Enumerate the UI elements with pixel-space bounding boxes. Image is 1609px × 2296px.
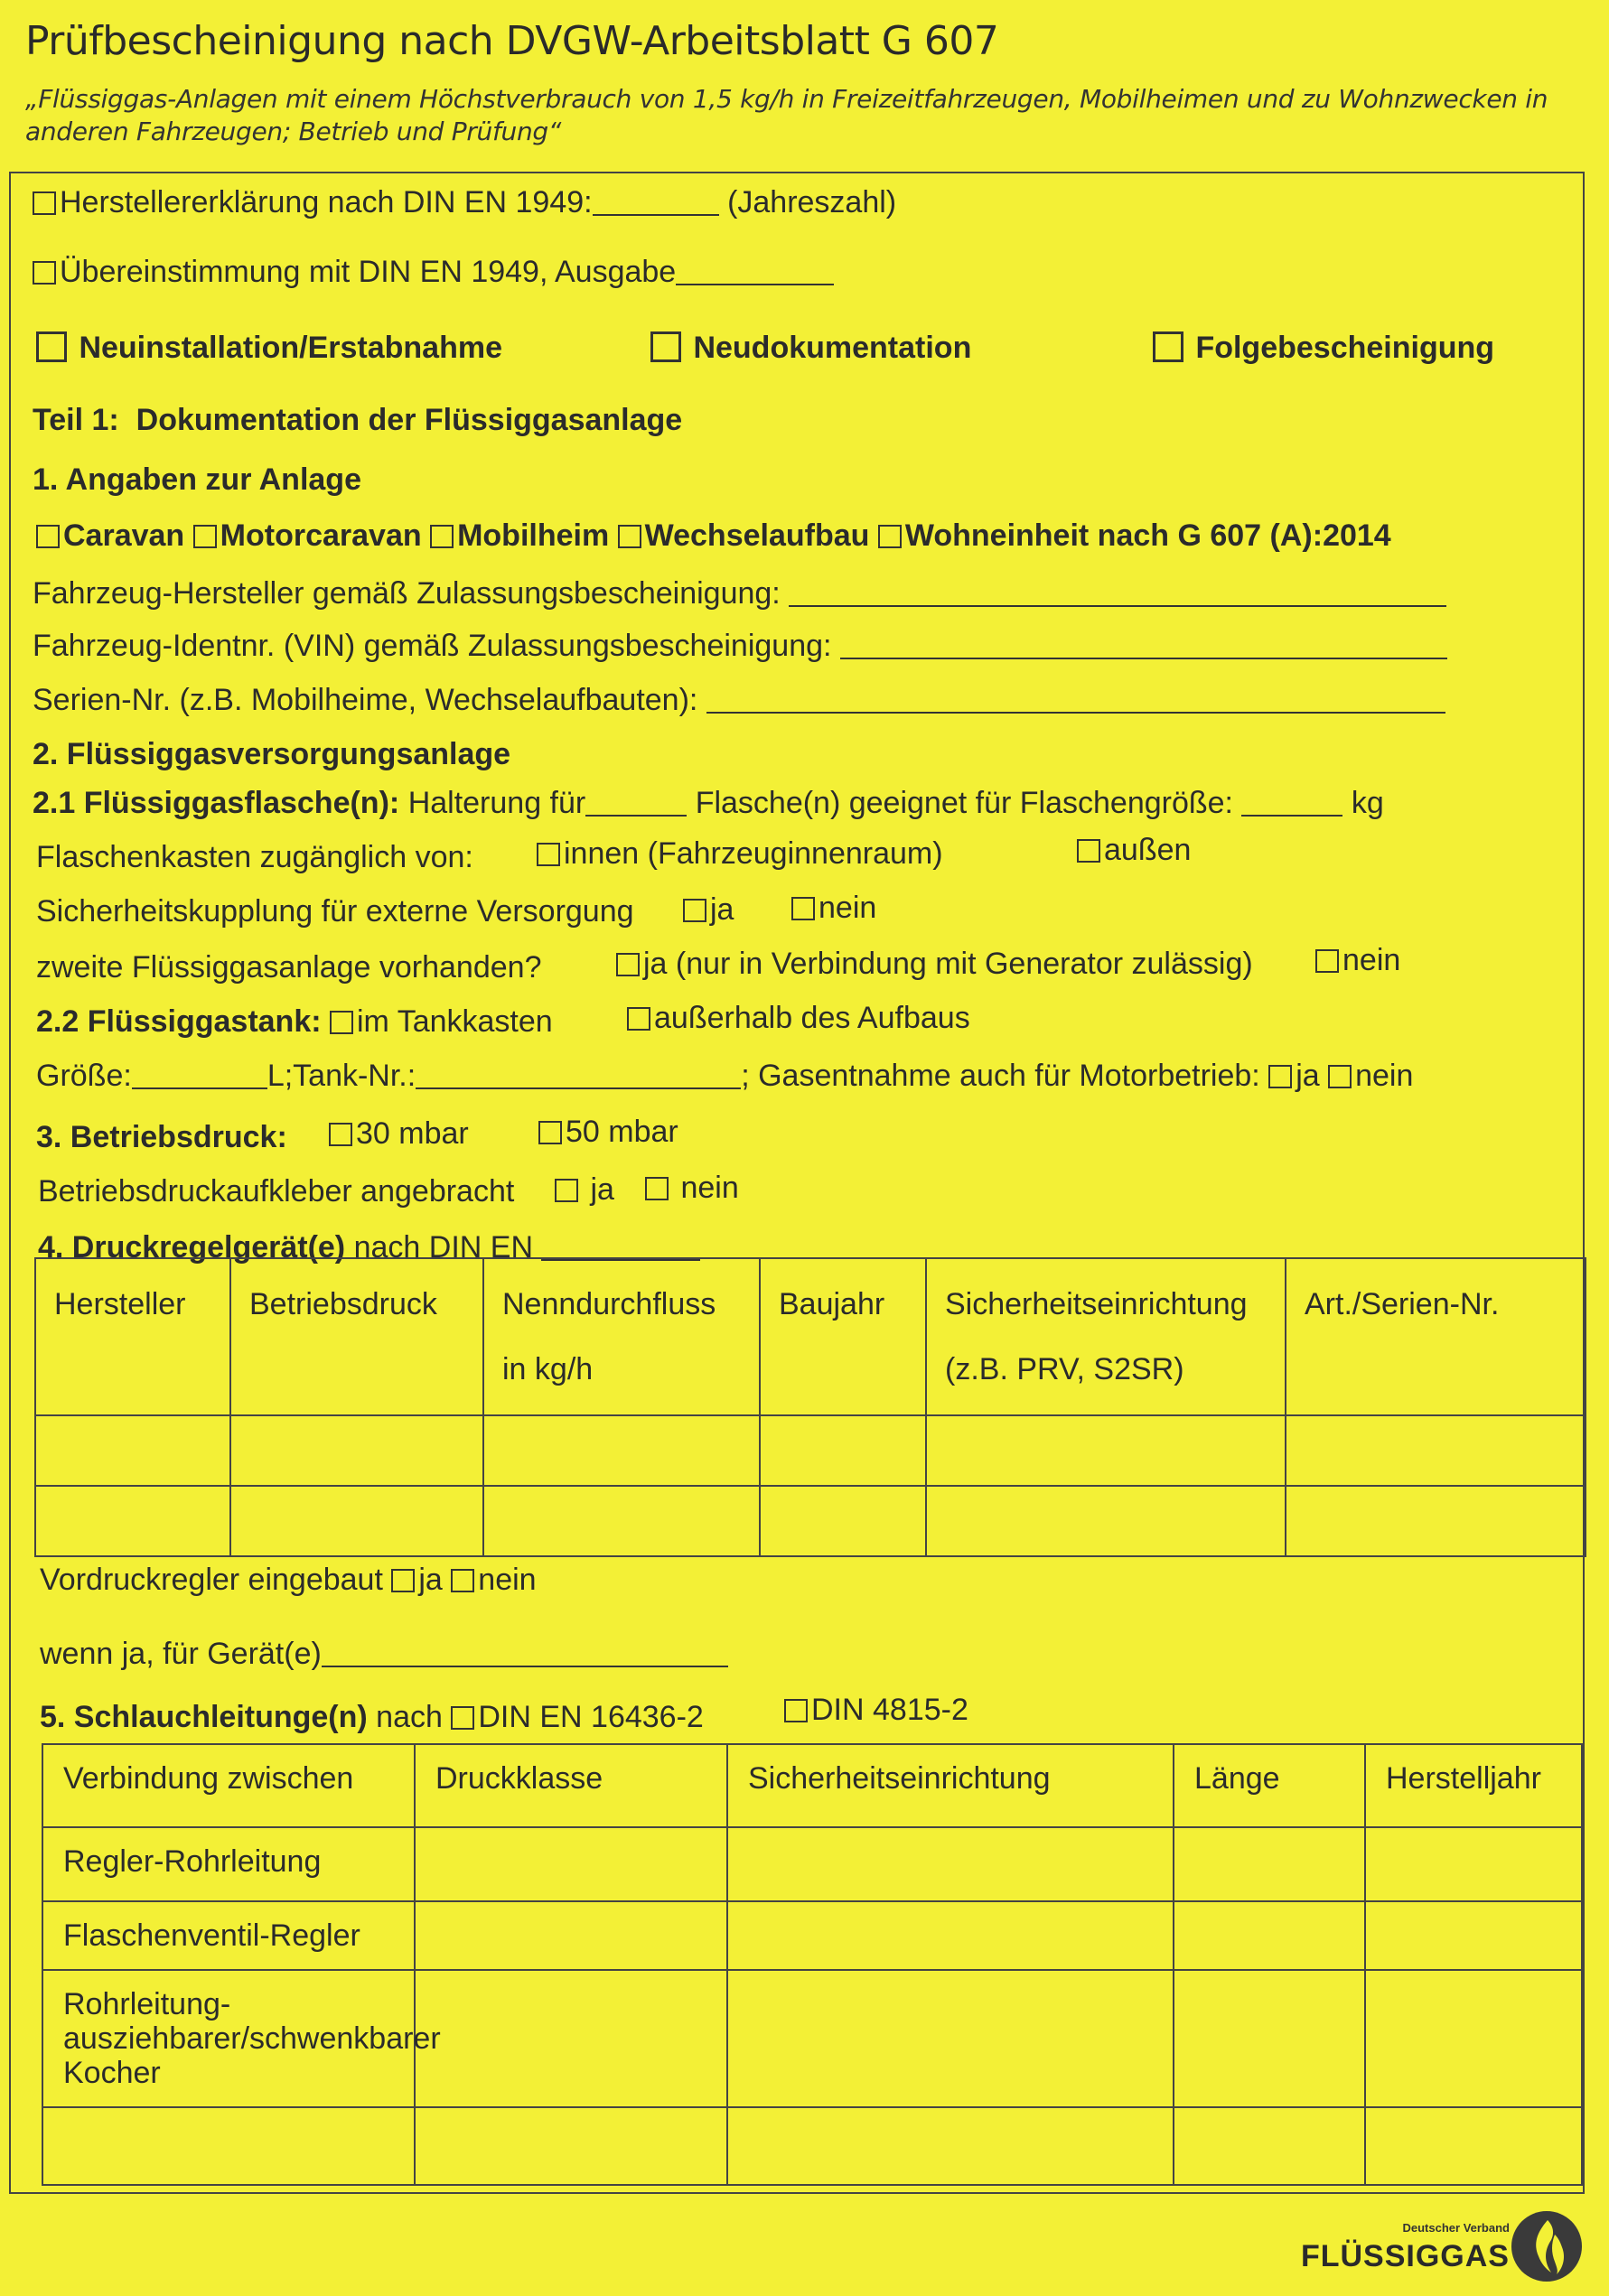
mobilheim-checkbox[interactable] (430, 525, 454, 548)
aufkleber-nein-label: nein (680, 1171, 739, 1205)
groesse-field[interactable] (132, 1064, 267, 1089)
teil1-title: Dokumentation der Flüssiggasanlage (136, 403, 683, 437)
table-cell[interactable] (926, 1486, 1286, 1556)
druckregelgeraet-table (34, 1257, 1586, 1557)
ausserhalb-option (627, 1001, 970, 1036)
neuinstallation-checkbox[interactable] (36, 331, 67, 362)
table-row (42, 1827, 1582, 1901)
halterung-field[interactable] (585, 791, 687, 817)
column-header: Sicherheitseinrichtung (727, 1744, 1174, 1827)
table-cell[interactable] (483, 1415, 760, 1486)
s21-label: 2.1 Flüssiggasflasche(n): (33, 786, 400, 820)
table-row (35, 1486, 1586, 1556)
table-cell[interactable] (760, 1486, 926, 1556)
column-header: Druckklasse (415, 1744, 727, 1827)
table-header-row (35, 1258, 1586, 1415)
folgebescheinigung-option (1153, 331, 1494, 366)
table-cell[interactable] (483, 1486, 760, 1556)
table-cell[interactable] (230, 1486, 483, 1556)
row-label (42, 2107, 415, 2185)
page-title: Prüfbescheinigung nach DVGW-Arbeitsblatt G 607 (25, 18, 999, 64)
mbar30-label: 30 mbar (356, 1116, 469, 1151)
row-label: Regler-Rohrleitung (42, 1827, 415, 1901)
table-header-row (42, 1744, 1582, 1827)
motorcaravan-checkbox[interactable] (193, 525, 217, 548)
mbar50-option (538, 1115, 678, 1150)
ausgabe-field[interactable] (676, 260, 834, 285)
neuinstallation-option (36, 331, 502, 366)
table-row (42, 2107, 1582, 2185)
s5-nach-label: nach (376, 1700, 443, 1734)
aussen-checkbox[interactable] (1077, 839, 1100, 863)
neudokumentation-label: Neudokumentation (693, 331, 972, 365)
table-cell[interactable] (35, 1486, 230, 1556)
gasentnahme-ja-checkbox[interactable] (1268, 1065, 1292, 1088)
vordruck-ja-label: ja (418, 1563, 443, 1597)
table-cell[interactable] (1286, 1486, 1586, 1556)
ausserhalb-checkbox[interactable] (627, 1007, 650, 1031)
din-16436-checkbox[interactable] (451, 1706, 474, 1730)
wechselaufbau-checkbox[interactable] (618, 525, 641, 548)
table-cell[interactable] (415, 2107, 727, 2185)
gasentnahme-label: ; Gasentnahme auch für Motorbetrieb: (741, 1059, 1260, 1093)
herstellererklaerung-checkbox[interactable] (33, 191, 56, 215)
neudokumentation-checkbox[interactable] (650, 331, 681, 362)
zweite-anlage-label: zweite Flüssiggasanlage vorhanden? (36, 950, 542, 985)
wenn-ja-row (40, 1637, 728, 1672)
zweite-ja-label: ja (nur in Verbindung mit Generator zulässig) (643, 947, 1253, 981)
table-cell[interactable] (1174, 1901, 1365, 1970)
mbar30-option (329, 1116, 469, 1152)
mbar50-label: 50 mbar (566, 1115, 678, 1149)
table-cell[interactable] (760, 1415, 926, 1486)
mbar30-checkbox[interactable] (329, 1123, 352, 1146)
table-cell[interactable] (230, 1415, 483, 1486)
table-cell[interactable] (727, 1901, 1174, 1970)
table-cell[interactable] (35, 1415, 230, 1486)
section-4-heading: 4. Druckregelgerät(e) (38, 1230, 346, 1265)
table-cell[interactable] (415, 1901, 727, 1970)
gasentnahme-nein-label: nein (1355, 1059, 1414, 1093)
flame-icon (1511, 2211, 1582, 2282)
uebereinstimmung-row (33, 255, 834, 290)
hersteller-row (33, 576, 1446, 611)
halterung-label: Halterung für (407, 786, 586, 820)
table-row (42, 1970, 1582, 2107)
tankkasten-checkbox[interactable] (330, 1011, 353, 1034)
betriebsdruck-row (36, 1120, 287, 1155)
column-header: Baujahr (760, 1258, 926, 1415)
jahreszahl-field[interactable] (593, 191, 719, 216)
zweite-nein-option (1315, 943, 1400, 978)
vordruck-nein-label: nein (478, 1563, 537, 1597)
wohneinheit-label: Wohneinheit nach G 607 (A):2014 (904, 518, 1391, 553)
table-cell[interactable] (1174, 1827, 1365, 1901)
folgebescheinigung-checkbox[interactable] (1153, 331, 1183, 362)
zweite-ja-checkbox[interactable] (616, 953, 640, 976)
kupplung-nein-label: nein (819, 891, 877, 925)
innen-option (537, 836, 943, 872)
column-header: Betriebsdruck (230, 1258, 483, 1415)
s22-label: 2.2 Flüssiggastank: (36, 1004, 322, 1039)
aufkleber-nein-option (645, 1171, 739, 1206)
kupplung-nein-option (791, 891, 876, 926)
table-cell[interactable] (727, 2107, 1174, 2185)
vin-label: Fahrzeug-Identnr. (VIN) gemäß Zulassungsbescheinigung: (33, 629, 832, 663)
column-header: Sicherheitseinrichtung (z.B. PRV, S2SR) (926, 1258, 1286, 1415)
logo-subtitle: Deutscher Verband (1402, 2221, 1510, 2235)
table-cell[interactable] (727, 1970, 1174, 2107)
aufkleber-nein-checkbox[interactable] (645, 1177, 669, 1200)
mbar50-checkbox[interactable] (538, 1121, 562, 1144)
table-cell[interactable] (1365, 2107, 1582, 2185)
section-2-heading: 2. Flüssiggasversorgungsanlage (33, 737, 511, 771)
tank-nr-field[interactable] (416, 1064, 741, 1089)
vordruck-ja-checkbox[interactable] (391, 1569, 415, 1592)
groesse-row (36, 1059, 1413, 1094)
aussen-option (1077, 833, 1191, 868)
herstellererklaerung-label: Herstellererklärung nach DIN EN 1949: (60, 185, 593, 219)
din-4815-option (784, 1693, 968, 1728)
aufkleber-ja-option (555, 1172, 614, 1208)
tankkasten-label: im Tankkasten (357, 1004, 553, 1039)
flaschengroesse-field[interactable] (1241, 791, 1342, 817)
caravan-label: Caravan (63, 518, 185, 553)
section-5-heading: 5. Schlauchleitunge(n) (40, 1700, 368, 1734)
page-subtitle: „Flüssiggas-Anlagen mit einem Höchstverbrauch von 1,5 kg/h in Freizeitfahrzeugen, Mobilheimen und zu Wohnzwecken in anderen Fahrzeugen; Betrieb und Prüfung“ (25, 84, 1548, 146)
table-cell[interactable] (415, 1970, 727, 2107)
jahreszahl-label: (Jahreszahl) (727, 185, 897, 219)
innen-label: innen (Fahrzeuginnenraum) (564, 836, 943, 871)
s4-nach-label: nach DIN EN (353, 1230, 533, 1265)
table-cell[interactable] (1365, 1827, 1582, 1901)
aufkleber-label: Betriebsdruckaufkleber angebracht (38, 1174, 515, 1209)
flasche-geeignet-label: Flasche(n) geeignet für Flaschengröße: (695, 786, 1233, 820)
wohneinheit-checkbox[interactable] (878, 525, 902, 548)
section-5-heading-row (40, 1700, 704, 1735)
vin-row (33, 629, 1447, 664)
flame-logo-icon (1511, 2211, 1582, 2282)
kupplung-ja-label: ja (710, 892, 734, 927)
table-cell[interactable] (415, 1827, 727, 1901)
serien-row (33, 683, 1445, 718)
neudokumentation-option (650, 331, 971, 366)
vordruck-label: Vordruckregler eingebaut (40, 1563, 383, 1597)
column-header: Art./Serien-Nr. (1286, 1258, 1586, 1415)
hersteller-field[interactable] (789, 582, 1446, 607)
anlage-type-row (36, 518, 1391, 554)
flaschenkasten-label: Flaschenkasten zugänglich von: (36, 840, 473, 874)
row-label: Rohrleitung-ausziehbarer/schwenkbarer Kocher (42, 1970, 415, 2107)
uebereinstimmung-checkbox[interactable] (33, 261, 56, 285)
sicherheitskupplung-label: Sicherheitskupplung für externe Versorgung (36, 894, 634, 929)
teil1-label: Teil 1: (33, 403, 119, 437)
logo-text: FLÜSSIGGAS (1300, 2239, 1510, 2273)
motorcaravan-label: Motorcaravan (220, 518, 422, 553)
zweite-ja-option (616, 947, 1253, 982)
table-row (35, 1415, 1586, 1486)
table-cell[interactable] (1174, 2107, 1365, 2185)
tank-row (36, 1004, 553, 1040)
wenn-ja-field[interactable] (322, 1642, 728, 1667)
column-header: Länge (1174, 1744, 1365, 1827)
mobilheim-label: Mobilheim (457, 518, 610, 553)
folgebescheinigung-label: Folgebescheinigung (1195, 331, 1495, 365)
wenn-ja-label: wenn ja, für Gerät(e) (40, 1637, 322, 1671)
aufkleber-ja-checkbox[interactable] (555, 1179, 578, 1202)
herstellererklaerung-row (33, 185, 896, 220)
table-cell[interactable] (1286, 1415, 1586, 1486)
hersteller-label: Fahrzeug-Hersteller gemäß Zulassungsbescheinigung: (33, 576, 781, 611)
table-cell[interactable] (1365, 1901, 1582, 1970)
table-cell[interactable] (1365, 1970, 1582, 2107)
aufkleber-ja-label: ja (590, 1172, 614, 1207)
din-16436-label: DIN EN 16436-2 (478, 1700, 704, 1734)
kupplung-nein-checkbox[interactable] (791, 897, 815, 920)
table-row (42, 1901, 1582, 1970)
zweite-nein-checkbox[interactable] (1315, 949, 1339, 973)
din-4815-checkbox[interactable] (784, 1699, 808, 1722)
din-4815-label: DIN 4815-2 (811, 1693, 968, 1727)
vin-field[interactable] (840, 634, 1447, 659)
wechselaufbau-label: Wechselaufbau (644, 518, 870, 553)
l-tank-label: L;Tank-Nr.: (267, 1059, 416, 1093)
aussen-label: außen (1104, 833, 1192, 867)
kupplung-ja-checkbox[interactable] (683, 899, 706, 922)
section-1-heading: 1. Angaben zur Anlage (33, 462, 361, 497)
table-cell[interactable] (926, 1415, 1286, 1486)
column-header: Verbindung zwischen (42, 1744, 415, 1827)
uebereinstimmung-label: Übereinstimmung mit DIN EN 1949, Ausgabe (60, 255, 677, 289)
vordruck-row (40, 1563, 537, 1598)
gasentnahme-nein-checkbox[interactable] (1328, 1065, 1352, 1088)
column-header: Nenndurchfluss in kg/h (483, 1258, 760, 1415)
column-header: Herstelljahr (1365, 1744, 1582, 1827)
groesse-label: Größe: (36, 1059, 132, 1093)
section-3-heading: 3. Betriebsdruck: (36, 1120, 287, 1154)
flasche-row (33, 786, 1384, 821)
ausserhalb-label: außerhalb des Aufbaus (654, 1001, 970, 1035)
caravan-checkbox[interactable] (36, 525, 60, 548)
serien-label: Serien-Nr. (z.B. Mobilheime, Wechselaufbauten): (33, 683, 698, 717)
teil1-heading (33, 403, 682, 438)
table-cell[interactable] (1174, 1970, 1365, 2107)
schlauchleitung-table (42, 1743, 1583, 2186)
kg-label: kg (1351, 786, 1384, 820)
serien-field[interactable] (706, 688, 1445, 714)
column-header: Hersteller (35, 1258, 230, 1415)
row-label: Flaschenventil-Regler (42, 1901, 415, 1970)
innen-checkbox[interactable] (537, 843, 560, 866)
neuinstallation-label: Neuinstallation/Erstabnahme (79, 331, 502, 365)
table-cell[interactable] (727, 1827, 1174, 1901)
gasentnahme-ja-label: ja (1296, 1059, 1320, 1093)
zweite-nein-label: nein (1342, 943, 1401, 977)
vordruck-nein-checkbox[interactable] (451, 1569, 474, 1592)
kupplung-ja-option (683, 892, 734, 928)
